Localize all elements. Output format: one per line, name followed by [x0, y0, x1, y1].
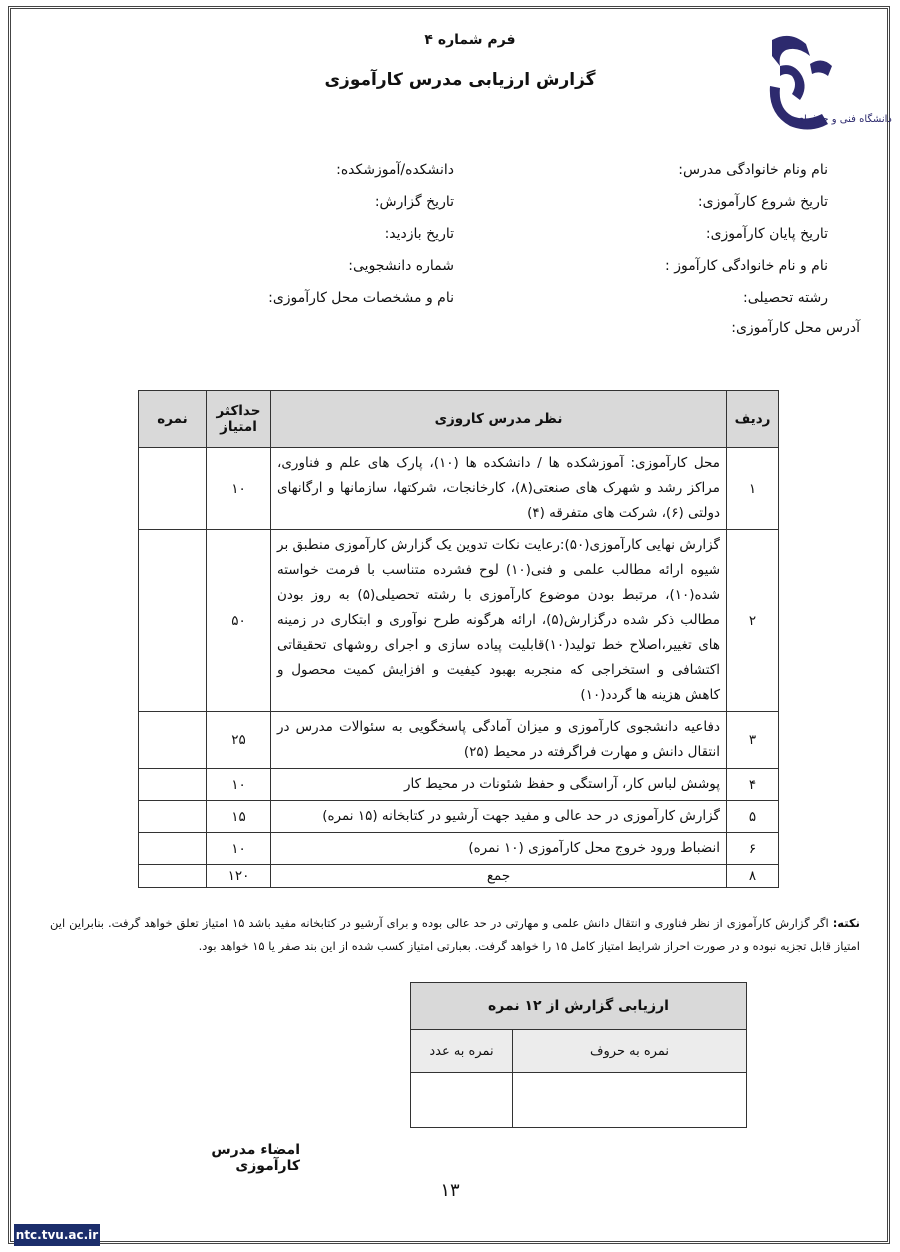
row-total-max: ۱۲۰ — [207, 865, 271, 888]
form-number: فرم شماره ۴ — [424, 32, 516, 48]
university-logo — [750, 26, 892, 150]
field-address: آدرس محل کارآموزی: — [731, 320, 860, 336]
score-in-numbers-cell — [411, 1073, 513, 1128]
field-trainee-name: نام و نام خانوادگی کارآموز : — [665, 258, 828, 274]
row-max-score: ۱۰ — [207, 833, 271, 865]
table-header-row — [139, 391, 779, 448]
row-score-cell — [139, 833, 207, 865]
row-max-score: ۵۰ — [207, 530, 271, 712]
score-box-title: ارزیابی گزارش از ۱۲ نمره — [411, 983, 747, 1030]
row-max-score: ۱۰ — [207, 448, 271, 530]
score-box — [410, 982, 747, 1128]
note-text: اگر گزارش کارآموزی از نظر فناوری و انتقال دانش علمی و مهارتی در حد عالی بوده و برای آرشیو در کتابخانه مفید باشد ۱۵ امتیاز تعلق خواهد گرفت. بنابراین این امتیاز قابل تجزیه نبوده و در صورت احراز شرایط امتیاز کامل ۱۵ را خواهد گرفت. بعبارتی امتیاز کسب شده از این بند صفر یا ۱۵ خواهد بود. — [50, 916, 860, 953]
row-criteria: محل کارآموزی: آموزشکده ها / دانشکده ها (۱۰)، پارک های علم و فناوری، مراکز رشد و شهرک های صنعتی(۸)، کارخانجات، شرکتها، سازمانها و ارگانهای دولتی (۶)، شرکت های متفرقه (۴) — [271, 448, 727, 530]
page-number: ۱۳ — [440, 1180, 460, 1201]
row-max-score: ۱۰ — [207, 769, 271, 801]
field-faculty: دانشکده/آموزشکده: — [336, 162, 454, 178]
row-criteria: پوشش لباس کار، آراستگی و حفظ شئونات در محیط کار — [271, 769, 727, 801]
table-row — [139, 833, 779, 865]
row-number: ۲ — [727, 530, 779, 712]
table-row — [139, 712, 779, 769]
row-number: ۴ — [727, 769, 779, 801]
score-in-letters-label: نمره به حروف — [513, 1030, 747, 1073]
row-number: ۱ — [727, 448, 779, 530]
table-row — [139, 448, 779, 530]
site-badge: ntc.tvu.ac.ir — [14, 1224, 100, 1246]
col-header-max-score: حداکثر امتیاز — [207, 391, 271, 448]
row-score-cell — [139, 865, 207, 888]
logo-text: دانشگاه فنی و حرفه‌ای — [796, 114, 892, 125]
signature-label: امضاء مدرس کارآموزی — [211, 1142, 300, 1174]
field-instructor-name: نام ونام خانوادگی مدرس: — [678, 162, 828, 178]
form-title: گزارش ارزیابی مدرس کارآموزی — [324, 70, 596, 90]
field-start-date: تاریخ شروع کارآموزی: — [697, 194, 828, 210]
row-number: ۶ — [727, 833, 779, 865]
score-in-numbers-label: نمره به عدد — [411, 1030, 513, 1073]
row-criteria: دفاعیه دانشجوی کارآموزی و میزان آمادگی پاسخگویی به سئوالات مدرس در انتقال دانش و مهارت فراگرفته در محیط (۲۵) — [271, 712, 727, 769]
col-header-row-number: ردیف — [727, 391, 779, 448]
field-student-number: شماره دانشجویی: — [348, 258, 454, 274]
note — [50, 912, 860, 958]
row-number: ۵ — [727, 801, 779, 833]
score-in-letters-cell — [513, 1073, 747, 1128]
row-max-score: ۱۵ — [207, 801, 271, 833]
row-score-cell — [139, 712, 207, 769]
row-total-label: جمع — [271, 865, 727, 888]
field-end-date: تاریخ پایان کارآموزی: — [705, 226, 828, 242]
table-row — [139, 530, 779, 712]
table-row — [139, 801, 779, 833]
row-number: ۳ — [727, 712, 779, 769]
row-criteria: گزارش نهایی کارآموزی(۵۰):رعایت نکات تدوین یک گزارش کارآموزی منطبق بر شیوه ارائه مطالب علمی و فنی(۱۰) لوح فشرده متناسب با فرمت خواسته شده(۱۰)، مرتبط بودن موضوع کارآموزی با رشته تحصیلی(۵) به روز بودن مطالب ذکر شده درگزارش(۵)، ارائه هرگونه طرح نوآوری و ابتکاری در زمینه های تغییر،اصلاح خط تولید(۱۰)قابلیت پیاده سازی و اجرای روشهای تحقیقاتی اکتشافی و استخراجی که منجربه بهبود کیفیت و افزایش کمیت محصول و کاهش هزینه ها گردد(۱۰) — [271, 530, 727, 712]
field-visit-date: تاریخ بازدید: — [384, 226, 454, 242]
field-major: رشته تحصیلی: — [743, 290, 828, 306]
table-row — [139, 769, 779, 801]
row-score-cell — [139, 530, 207, 712]
row-criteria: گزارش کارآموزی در حد عالی و مفید جهت آرشیو در کتابخانه (۱۵ نمره) — [271, 801, 727, 833]
col-header-criteria: نظر مدرس کاروزی — [271, 391, 727, 448]
row-score-cell — [139, 769, 207, 801]
table-total-row — [139, 865, 779, 888]
note-label: نکته: — [832, 916, 860, 930]
evaluation-table — [138, 390, 779, 888]
row-score-cell — [139, 801, 207, 833]
field-workplace-details: نام و مشخصات محل کارآموزی: — [268, 290, 454, 306]
col-header-score: نمره — [139, 391, 207, 448]
field-report-date: تاریخ گزارش: — [374, 194, 454, 210]
row-score-cell — [139, 448, 207, 530]
row-criteria: انضباط ورود خروج محل کارآموزی (۱۰ نمره) — [271, 833, 727, 865]
row-number: ۸ — [727, 865, 779, 888]
row-max-score: ۲۵ — [207, 712, 271, 769]
